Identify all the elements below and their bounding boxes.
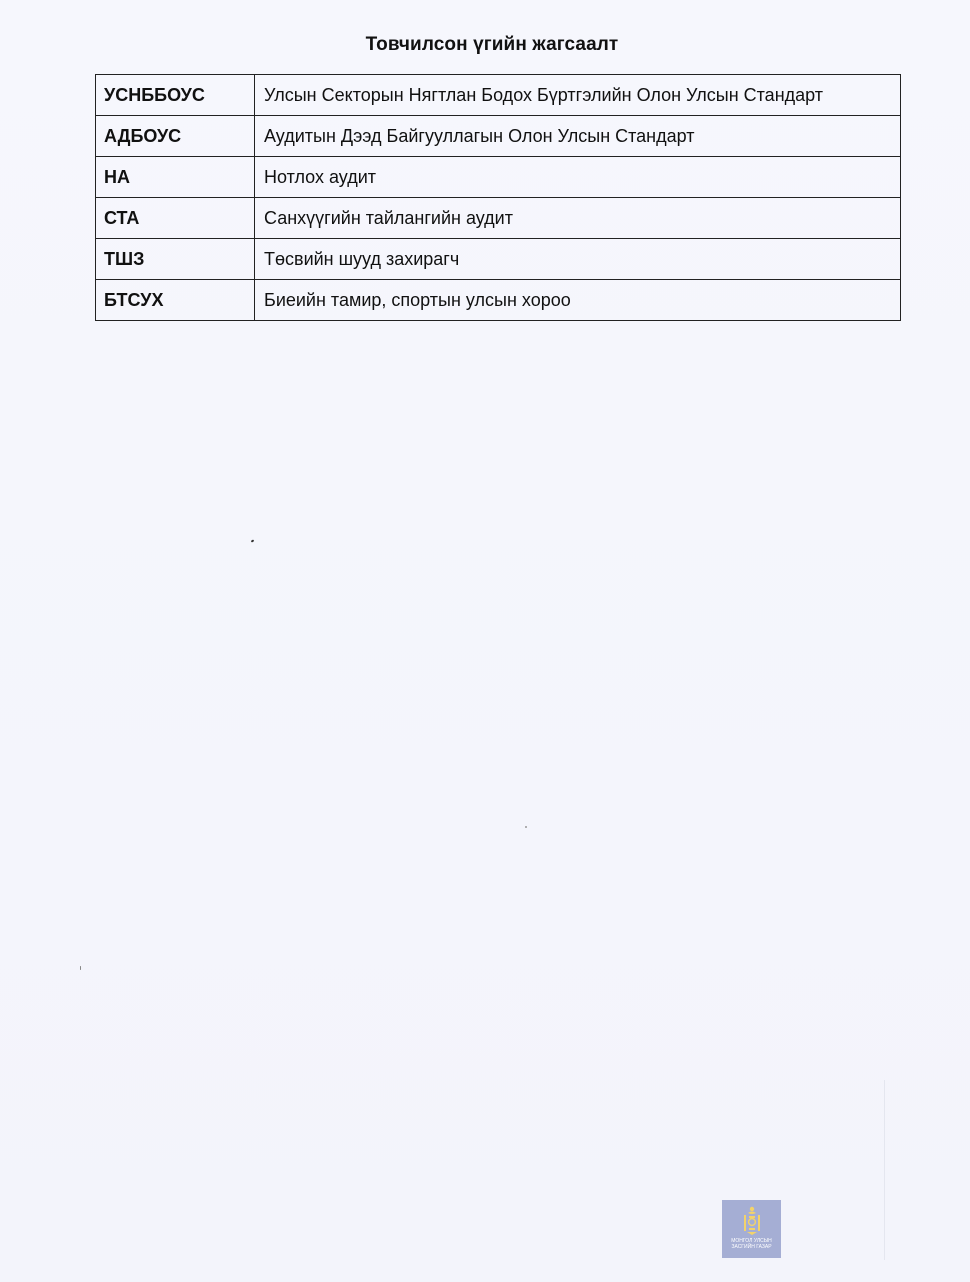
page-title: Товчилсон үгийн жагсаалт xyxy=(365,34,619,55)
abbreviation-meaning: Санхүүгийн тайлангийн аудит xyxy=(255,198,901,239)
abbreviation-code: ТШЗ xyxy=(96,239,255,280)
scan-edge-line xyxy=(884,1080,885,1260)
government-seal xyxy=(722,1200,781,1258)
table-row xyxy=(96,239,901,280)
abbreviation-code: НА xyxy=(96,157,255,198)
scan-speck xyxy=(80,966,81,970)
abbreviation-code: СТА xyxy=(96,198,255,239)
abbreviation-meaning: Улсын Секторын Нягтлан Бодох Бүртгэлийн Олон Улсын Стандарт xyxy=(255,75,901,116)
scan-speck xyxy=(251,539,255,542)
abbreviation-code: БТСУХ xyxy=(96,280,255,321)
table-row xyxy=(96,280,901,321)
table-row xyxy=(96,116,901,157)
seal-text-line2: ЗАСГИЙН ГАЗАР xyxy=(731,1244,772,1250)
abbreviation-meaning: Аудитын Дээд Байгууллагын Олон Улсын Стандарт xyxy=(255,116,901,157)
soyombo-emblem-icon xyxy=(741,1206,763,1236)
abbreviation-code: АДБОУС xyxy=(96,116,255,157)
abbreviation-code: УСНББОУС xyxy=(96,75,255,116)
table-row xyxy=(96,198,901,239)
abbreviation-meaning: Нотлох аудит xyxy=(255,157,901,198)
abbreviation-meaning: Биеийн тамир, спортын улсын хороо xyxy=(255,280,901,321)
table-row xyxy=(96,157,901,198)
seal-text-line1: МОНГОЛ УЛСЫН xyxy=(731,1238,772,1244)
abbreviation-table xyxy=(95,74,901,321)
table-row xyxy=(96,75,901,116)
scan-speck xyxy=(525,826,527,828)
abbreviation-meaning: Төсвийн шууд захирагч xyxy=(255,239,901,280)
